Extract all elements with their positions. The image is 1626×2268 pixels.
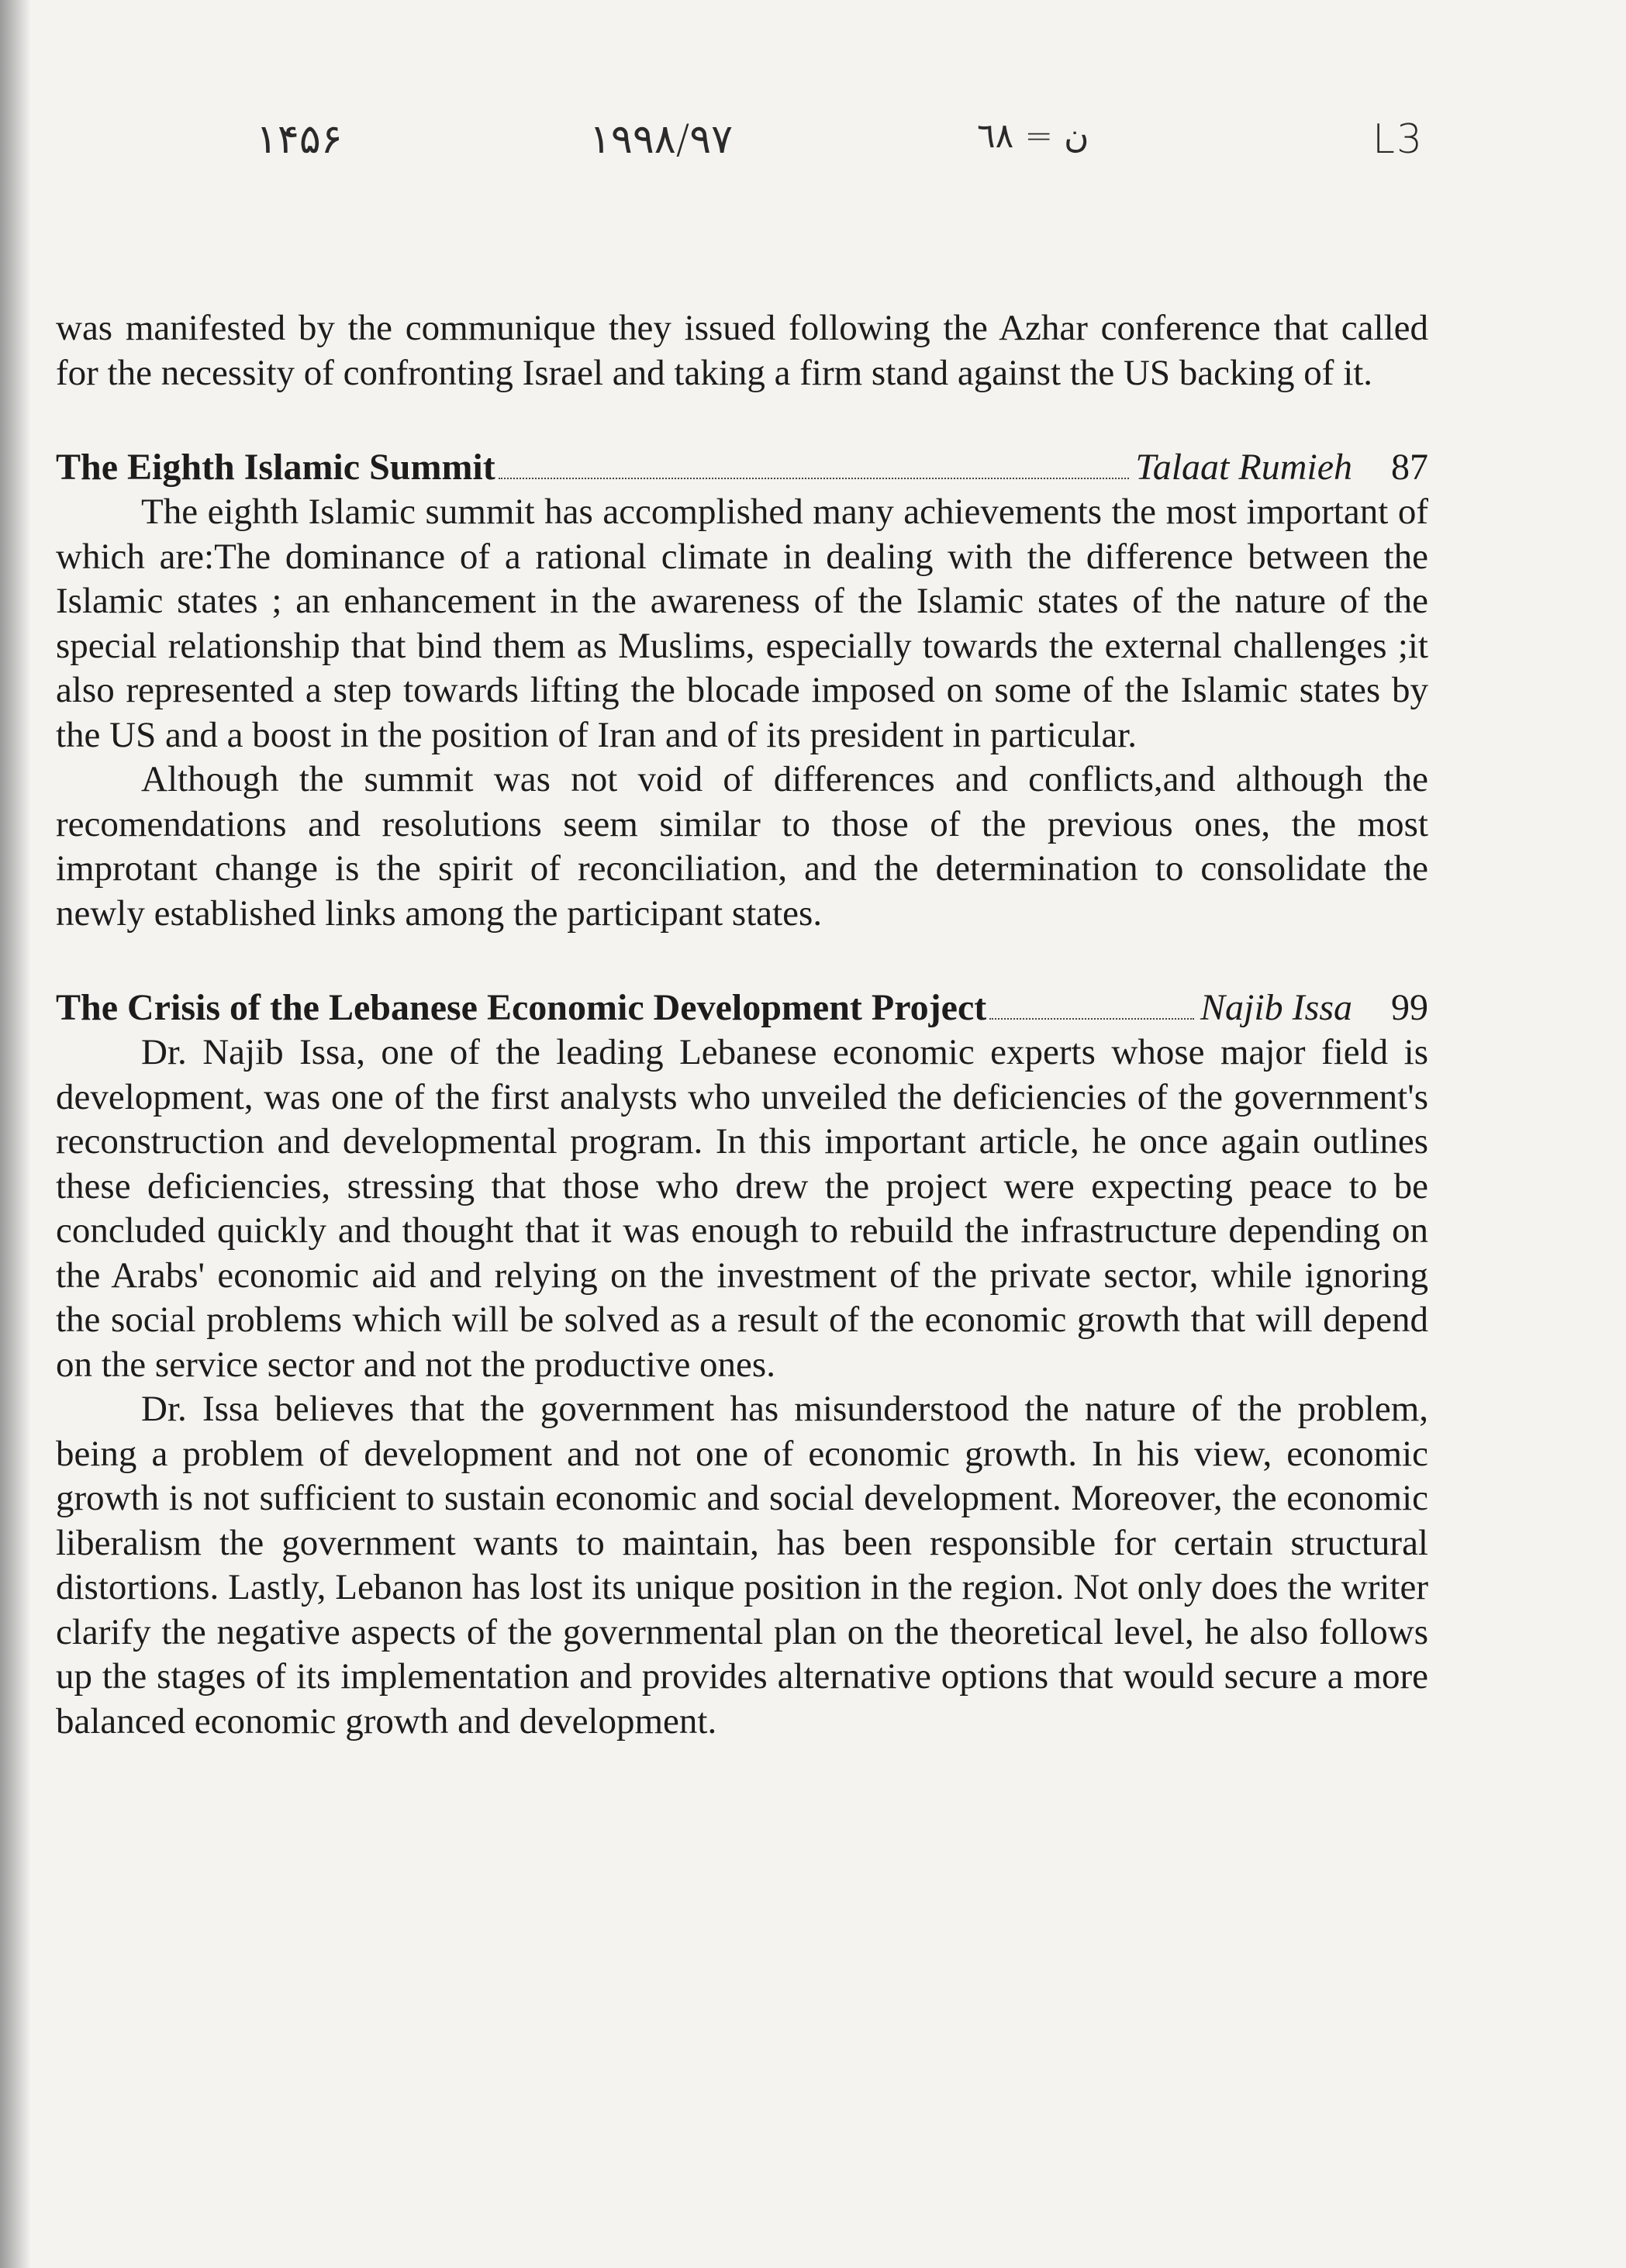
dot-leader xyxy=(989,1018,1194,1020)
section-title: The Crisis of the Lebanese Economic Development Project xyxy=(56,987,987,1028)
section-page-number: 99 xyxy=(1391,987,1428,1028)
body-paragraph: Dr. Issa believes that the government has misunderstood the nature of the problem, being a problem of development and not one of economic growth. In his view, economic growth is not sufficient to sustain economic and social development. Moreover, the economic liberalism the government wants to maintain, has been responsible for certain structural distortions. Lastly, Lebanon has lost its unique position in the region. Not only does the writer clarify the negative aspects of the governmental plan on the theoretical level, he also follows up the stages of its implementation and provides alternative options that would secure a more balanced economic growth and development. xyxy=(56,1389,1428,1742)
section-page-number: 87 xyxy=(1391,447,1428,488)
body-paragraph: Dr. Najib Issa, one of the leading Lebanese economic experts whose major field is development, was one of the first analysts who unveiled the deficiencies of the government's reconstruction and developmental program. In this important article, he once again outlines these deficiencies, stressing that those who drew the project were expecting peace to be concluded quickly and thought that it was enough to rebuild the infrastructure depending on the Arabs' economic aid and relying on the investment of the private sector, while ignoring the social problems which will be solved as a result of the economic growth that will depend on the service sector and not the productive ones. xyxy=(56,1032,1428,1385)
handwritten-note: ١۴۵۶ xyxy=(256,116,343,163)
body-paragraph: The eighth Islamic summit has accomplished many achievements the most important of which are:The dominance of a rational climate in dealing with the difference between the Islamic states ; an enhancement in the awareness of the Islamic states of the nature of the special relationship that bind them as Muslims, especially towards the external challenges ;it also represented a step towards lifting the blocade imposed on some of the Islamic states by the US and a boost in the position of Iran and of its president in particular. xyxy=(56,492,1428,755)
section-title: The Eighth Islamic Summit xyxy=(56,447,495,488)
page-body xyxy=(56,306,1428,1744)
handwritten-note: ١٩٩٨/٩٧ xyxy=(589,116,734,163)
handwritten-note: L3 xyxy=(1372,116,1424,163)
intro-paragraph: was manifested by the communique they issued following the Azhar conference that called for the necessity of confronting Israel and taking a firm stand against the US backing of it. xyxy=(56,308,1428,393)
dot-leader xyxy=(499,478,1130,479)
page-edge-shadow xyxy=(0,0,31,2268)
section-author: Talaat Rumieh xyxy=(1135,447,1352,488)
section-heading xyxy=(56,445,1428,490)
section-author: Najib Issa xyxy=(1200,987,1352,1028)
handwritten-note: ن = ٦٨ xyxy=(977,116,1089,156)
body-paragraph: Although the summit was not void of differences and conflicts,and although the recomendations and resolutions seem similar to those of the previous ones, the most improtant change is the spirit of reconciliation, and the determination to consolidate the newly established links among the participant states. xyxy=(56,759,1428,934)
section-heading xyxy=(56,986,1428,1030)
